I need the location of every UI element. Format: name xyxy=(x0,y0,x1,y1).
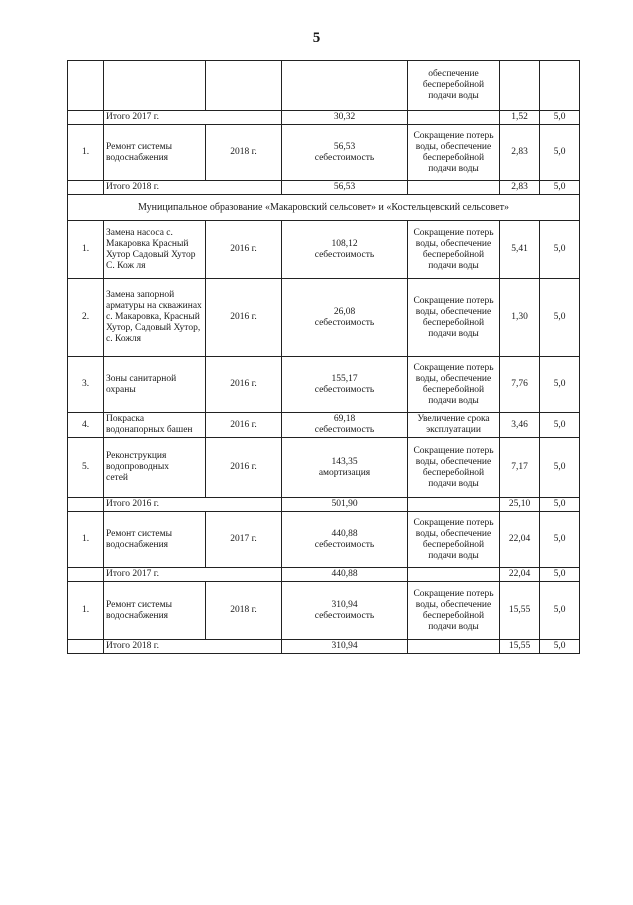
year-cell: 2016 г. xyxy=(206,221,282,279)
year-cell: 2016 г. xyxy=(206,438,282,498)
amount-basis: себестоимость xyxy=(314,249,375,260)
effect-line: подачи воды xyxy=(428,163,479,174)
effect-line: бесперебойной xyxy=(422,539,485,550)
effect-cell xyxy=(408,438,500,498)
value2-cell: 5,0 xyxy=(540,512,580,568)
effect-line: воды, обеспечение xyxy=(415,238,492,249)
name-line: водоснабжения xyxy=(106,539,169,550)
value1-cell: 5,41 xyxy=(500,221,540,279)
name-cell xyxy=(104,438,206,498)
amount-cell xyxy=(282,438,408,498)
total-label: Итого 2017 г. xyxy=(104,111,282,125)
amount-value: 143,35 xyxy=(331,456,358,467)
effect-line: обеспечение xyxy=(428,69,479,79)
name-cell xyxy=(104,221,206,279)
value1-cell: 7,76 xyxy=(500,357,540,413)
value1-cell: 2,83 xyxy=(500,181,540,195)
value2-cell: 5,0 xyxy=(540,125,580,181)
table-row xyxy=(68,582,580,640)
effect-cell xyxy=(408,357,500,413)
effect-line: бесперебойной xyxy=(422,249,485,260)
name-line: Ремонт системы xyxy=(106,141,173,152)
table-row xyxy=(68,438,580,498)
value2-cell: 5,0 xyxy=(540,111,580,125)
name-line: Замена запорной xyxy=(106,290,175,300)
name-line: охраны xyxy=(106,384,136,395)
total-label: Итого 2016 г. xyxy=(104,498,282,512)
name-cell xyxy=(104,125,206,181)
amount-cell: 56,53 xyxy=(282,181,408,195)
effect-cell xyxy=(408,221,500,279)
total-label: Итого 2018 г. xyxy=(104,181,282,195)
effect-line: воды, обеспечение xyxy=(415,373,492,384)
amount-cell xyxy=(282,279,408,357)
name-cell xyxy=(104,357,206,413)
name-line: водонапорных башен xyxy=(106,425,193,435)
measures-table xyxy=(67,60,580,654)
effect-cell xyxy=(408,125,500,181)
effect-line: Сокращение потерь xyxy=(413,295,494,306)
effect-cell xyxy=(408,111,500,125)
value2-cell: 5,0 xyxy=(540,181,580,195)
year-cell: 2018 г. xyxy=(206,125,282,181)
name-line: Зоны санитарной xyxy=(106,373,177,384)
effect-line: подачи воды xyxy=(428,550,479,561)
amount-basis: себестоимость xyxy=(314,384,375,395)
num-cell: 3. xyxy=(68,357,104,413)
num-cell xyxy=(68,111,104,125)
value1-cell: 7,17 xyxy=(500,438,540,498)
amount-cell: 440,88 xyxy=(282,568,408,582)
effect-line: подачи воды xyxy=(428,328,479,339)
effect-line: бесперебойной xyxy=(422,384,485,395)
value2-cell: 5,0 xyxy=(540,498,580,512)
name-line: сетей xyxy=(106,473,129,483)
year-cell: 2018 г. xyxy=(206,582,282,640)
effect-line: бесперебойной xyxy=(422,80,485,90)
amount-cell xyxy=(282,61,408,111)
num-cell: 2. xyxy=(68,279,104,357)
num-cell xyxy=(68,640,104,654)
total-row xyxy=(68,111,580,125)
section-row xyxy=(68,195,580,221)
value1-cell: 22,04 xyxy=(500,568,540,582)
amount-basis: себестоимость xyxy=(314,317,375,328)
effect-cell xyxy=(408,413,500,438)
table-row xyxy=(68,512,580,568)
amount-value: 440,88 xyxy=(331,528,358,539)
num-cell xyxy=(68,568,104,582)
amount-cell xyxy=(282,582,408,640)
year-cell: 2016 г. xyxy=(206,357,282,413)
value2-cell: 5,0 xyxy=(540,221,580,279)
name-line: водоснабжения xyxy=(106,610,169,621)
effect-line: бесперебойной xyxy=(422,152,485,163)
name-line: Ремонт системы xyxy=(106,599,173,610)
effect-line: бесперебойной xyxy=(422,467,485,478)
total-row xyxy=(68,181,580,195)
name-cell xyxy=(104,512,206,568)
year-cell: 2016 г. xyxy=(206,413,282,438)
name-line: с. Макаровка, Красный xyxy=(106,312,200,322)
num-cell: 4. xyxy=(68,413,104,438)
effect-line: Сокращение потерь xyxy=(413,227,494,238)
table-row xyxy=(68,357,580,413)
effect-line: подачи воды xyxy=(428,395,479,406)
name-line: Ремонт системы xyxy=(106,528,173,539)
name-line: водоснабжения xyxy=(106,152,169,163)
name-cell xyxy=(104,413,206,438)
effect-line: эксплуатации xyxy=(426,425,481,435)
effect-line: воды, обеспечение xyxy=(415,306,492,317)
value1-cell: 1,52 xyxy=(500,111,540,125)
amount-value: 69,18 xyxy=(333,414,356,424)
table-row xyxy=(68,221,580,279)
value1-cell: 22,04 xyxy=(500,512,540,568)
amount-basis: амортизация xyxy=(318,467,371,478)
effect-line: Сокращение потерь xyxy=(413,517,494,528)
table-row xyxy=(68,61,580,111)
table-row xyxy=(68,125,580,181)
name-line: водопроводных xyxy=(106,462,170,472)
effect-line: Сокращение потерь xyxy=(413,588,494,599)
value1-cell xyxy=(500,61,540,111)
effect-line: воды, обеспечение xyxy=(415,456,492,467)
amount-basis: себестоимость xyxy=(314,610,375,621)
effect-line: подачи воды xyxy=(428,478,479,489)
amount-value: 310,94 xyxy=(331,599,358,610)
effect-line: Сокращение потерь xyxy=(413,445,494,456)
effect-line: подачи воды xyxy=(428,91,479,101)
amount-cell: 30,32 xyxy=(282,111,408,125)
amount-value: 56,53 xyxy=(333,141,356,152)
total-row xyxy=(68,568,580,582)
year-cell: 2017 г. xyxy=(206,512,282,568)
amount-cell: 310,94 xyxy=(282,640,408,654)
effect-line: подачи воды xyxy=(428,260,479,271)
name-line: Хутор, Садовый Хутор, xyxy=(106,323,201,333)
amount-cell xyxy=(282,413,408,438)
total-row xyxy=(68,640,580,654)
effect-line: подачи воды xyxy=(428,621,479,632)
effect-line: воды, обеспечение xyxy=(415,141,492,152)
effect-cell xyxy=(408,181,500,195)
name-cell xyxy=(104,279,206,357)
value1-cell: 2,83 xyxy=(500,125,540,181)
num-cell: 1. xyxy=(68,512,104,568)
amount-cell: 501,90 xyxy=(282,498,408,512)
value1-cell: 25,10 xyxy=(500,498,540,512)
total-label: Итого 2017 г. xyxy=(104,568,282,582)
value2-cell: 5,0 xyxy=(540,438,580,498)
amount-cell xyxy=(282,125,408,181)
name-line: Хутор Садовый Хутор xyxy=(106,249,196,260)
effect-cell xyxy=(408,568,500,582)
effect-line: бесперебойной xyxy=(422,317,485,328)
effect-cell xyxy=(408,640,500,654)
effect-cell xyxy=(408,582,500,640)
effect-line: Увеличение срока xyxy=(417,414,490,424)
name-line: Покраска xyxy=(106,414,145,424)
num-cell xyxy=(68,181,104,195)
effect-cell xyxy=(408,279,500,357)
name-line: арматуры на скважинах xyxy=(106,301,202,311)
table-row xyxy=(68,279,580,357)
value2-cell: 5,0 xyxy=(540,582,580,640)
value2-cell: 5,0 xyxy=(540,413,580,438)
name-line: Реконструкция xyxy=(106,451,167,461)
num-cell: 1. xyxy=(68,221,104,279)
value2-cell xyxy=(540,61,580,111)
amount-basis: себестоимость xyxy=(314,425,375,435)
effect-line: воды, обеспечение xyxy=(415,599,492,610)
amount-basis: себестоимость xyxy=(314,539,375,550)
name-line: с. Кожля xyxy=(106,334,142,344)
amount-value: 108,12 xyxy=(331,238,358,249)
effect-line: Сокращение потерь xyxy=(413,362,494,373)
effect-line: бесперебойной xyxy=(422,610,485,621)
year-cell xyxy=(206,61,282,111)
amount-cell xyxy=(282,512,408,568)
section-title: Муниципальное образование «Макаровский сельсовет» и «Костельцевский сельсовет» xyxy=(68,195,580,221)
value1-cell: 1,30 xyxy=(500,279,540,357)
effect-line: Сокращение потерь xyxy=(413,130,494,141)
table-row xyxy=(68,413,580,438)
num-cell xyxy=(68,61,104,111)
amount-cell xyxy=(282,357,408,413)
name-line: Макаровка Красный xyxy=(106,238,189,249)
effect-cell xyxy=(408,512,500,568)
total-row xyxy=(68,498,580,512)
effect-cell xyxy=(408,498,500,512)
total-label: Итого 2018 г. xyxy=(104,640,282,654)
name-cell xyxy=(104,582,206,640)
num-cell xyxy=(68,498,104,512)
value2-cell: 5,0 xyxy=(540,640,580,654)
effect-cell xyxy=(408,61,500,111)
name-cell xyxy=(104,61,206,111)
name-line: С. Кож ля xyxy=(106,260,146,271)
amount-cell xyxy=(282,221,408,279)
amount-value: 155,17 xyxy=(331,373,358,384)
num-cell: 1. xyxy=(68,125,104,181)
name-line: Замена насоса с. xyxy=(106,227,173,238)
value1-cell: 15,55 xyxy=(500,640,540,654)
num-cell: 5. xyxy=(68,438,104,498)
value1-cell: 15,55 xyxy=(500,582,540,640)
num-cell: 1. xyxy=(68,582,104,640)
amount-value: 26,08 xyxy=(333,306,356,317)
value2-cell: 5,0 xyxy=(540,279,580,357)
value2-cell: 5,0 xyxy=(540,357,580,413)
value1-cell: 3,46 xyxy=(500,413,540,438)
effect-line: воды, обеспечение xyxy=(415,528,492,539)
amount-basis: себестоимость xyxy=(314,152,375,163)
value2-cell: 5,0 xyxy=(540,568,580,582)
page-number: 5 xyxy=(312,30,321,46)
year-cell: 2016 г. xyxy=(206,279,282,357)
